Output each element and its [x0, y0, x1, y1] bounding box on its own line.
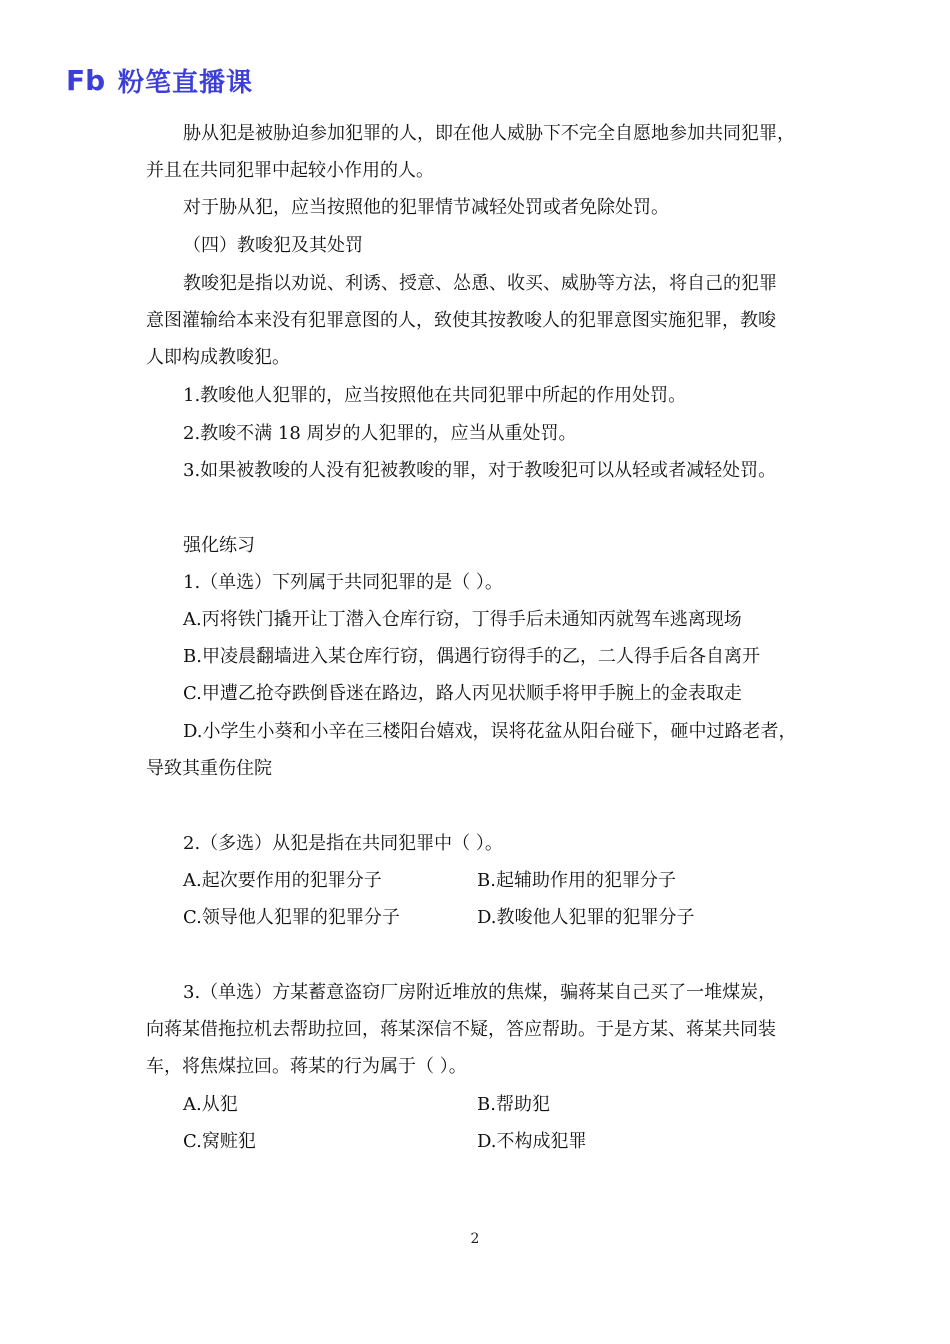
brand-name: 粉笔直播课 — [118, 67, 254, 98]
paragraph-line: 胁从犯是被胁迫参加犯罪的人，即在他人威胁下不完全自愿地参加共同犯罪， — [183, 123, 795, 144]
exercise-title: 强化练习 — [183, 535, 255, 556]
option-d: D.不构成犯罪 — [477, 1131, 587, 1152]
option-d-continued: 导致其重伤住院 — [146, 758, 272, 779]
question-stem-continued: 向蒋某借拖拉机去帮助拉回，蒋某深信不疑，答应帮助。于是方某、蒋某共同装 — [146, 1019, 776, 1040]
option-c: C.窝赃犯 — [183, 1131, 256, 1152]
brand-logo — [66, 62, 253, 98]
section-heading: （四）教唆犯及其处罚 — [183, 235, 363, 256]
option-c: C.甲遭乙抢夺跌倒昏迷在路边，路人丙见状顺手将甲手腕上的金表取走 — [183, 683, 742, 704]
paragraph-line: 教唆犯是指以劝说、利诱、授意、怂恿、收买、威胁等方法，将自己的犯罪 — [183, 273, 777, 294]
page-number: 2 — [470, 1231, 480, 1247]
paragraph-line: 对于胁从犯，应当按照他的犯罪情节减轻处罚或者免除处罚。 — [183, 197, 669, 218]
paragraph-line: 人即构成教唆犯。 — [146, 347, 290, 368]
question-stem: 3.（单选）方某蓄意盗窃厂房附近堆放的焦煤，骗蒋某自己买了一堆煤炭， — [183, 982, 777, 1003]
option-a: A.起次要作用的犯罪分子 — [183, 870, 382, 891]
rule-item: 3.如果被教唆的人没有犯被教唆的罪，对于教唆犯可以从轻或者减轻处罚。 — [183, 460, 777, 481]
rule-item: 2.教唆不满 18 周岁的人犯罪的，应当从重处罚。 — [183, 423, 577, 444]
question-stem: 2.（多选）从犯是指在共同犯罪中（ ）。 — [183, 833, 503, 854]
option-a: A.丙将铁门撬开让丁潜入仓库行窃，丁得手后未通知丙就驾车逃离现场 — [183, 609, 742, 630]
option-d: D.小学生小葵和小辛在三楼阳台嬉戏，误将花盆从阳台碰下，砸中过路老者， — [183, 721, 797, 742]
paragraph-line: 并且在共同犯罪中起较小作用的人。 — [146, 160, 434, 181]
option-c: C.领导他人犯罪的犯罪分子 — [183, 907, 400, 928]
question-stem: 1.（单选）下列属于共同犯罪的是（ ）。 — [183, 572, 503, 593]
option-b: B.起辅助作用的犯罪分子 — [477, 870, 676, 891]
option-b: B.甲凌晨翻墙进入某仓库行窃，偶遇行窃得手的乙，二人得手后各自离开 — [183, 646, 760, 667]
question-stem-continued: 车，将焦煤拉回。蒋某的行为属于（ ）。 — [146, 1056, 467, 1077]
option-a: A.从犯 — [183, 1094, 238, 1115]
fb-logo-icon — [66, 64, 112, 96]
option-d: D.教唆他人犯罪的犯罪分子 — [477, 907, 695, 928]
option-b: B.帮助犯 — [477, 1094, 550, 1115]
paragraph-line: 意图灌输给本来没有犯罪意图的人，致使其按教唆人的犯罪意图实施犯罪，教唆 — [146, 310, 776, 331]
rule-item: 1.教唆他人犯罪的，应当按照他在共同犯罪中所起的作用处罚。 — [183, 385, 687, 406]
svg-text:Fb: Fb — [66, 64, 106, 96]
